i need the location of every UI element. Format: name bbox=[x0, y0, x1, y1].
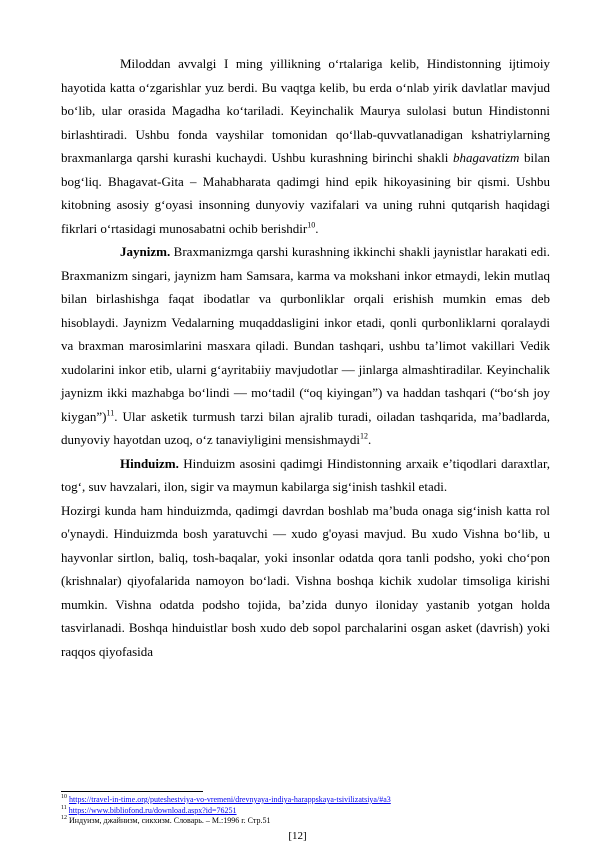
footnote-ref-12[interactable]: 12 bbox=[359, 431, 368, 441]
footnote-number: 10 bbox=[61, 794, 67, 801]
paragraph-text: bilan bog‘liq. Bhagavat-Gita – Mahabharata qadimgi hind epik hikoyasining bir qismi. Ushbu kitobning asosiy g‘oyasi insonning dunyoviy vazifalari va uning ruhni qutqarish haqidagi fikrlari o‘rtasidagi munosabatni ochib berishdir bbox=[61, 150, 551, 236]
footnote-link-bibliofond[interactable]: https://www.bibliofond.ru/download.aspx?id=76251 bbox=[68, 805, 237, 815]
footnote-ref-10[interactable]: 10 bbox=[307, 220, 316, 230]
paragraph-text: Hinduizm asosini qadimgi Hindistonning arxaik e’tiqodlari daraxtlar, tog‘, suv havzalari, ilon, sigir va maymun kabilarga sig‘inish tashkil etadi. bbox=[61, 455, 550, 494]
page-number: [12] bbox=[288, 830, 307, 842]
footnote-10 bbox=[61, 795, 550, 806]
footnote-11 bbox=[61, 806, 550, 817]
paragraph-text: Miloddan avvalgi I ming yillikning o‘rtalariga kelib, Hindistonning ijtimoiy hayotida katta o‘zgarishlar yuz berdi. Bu vaqtga kelib, bu erda o‘nlab yirik davlatlar mavjud bo‘lib, ular orasida Magadha ko‘tariladi. Keyinchalik Maurya sulolasi butun Hindistonni birlashtiradi. Ushbu fonda vayshilar tomonidan qo‘llab-quvvatlanadigan kshatriylarning braxmanlarga qarshi kurashi kuchaydi. Ushbu kurashning birinchi shakli bbox=[61, 56, 550, 165]
footnote-separator bbox=[61, 791, 203, 792]
paragraph-text: Hozirgi kunda ham hinduizmda, qadimgi davrdan boshlab ma’buda onaga sig‘inish katta rol o'ynaydi. Hinduizmda bosh yaratuvchi — xudo g'oyasi mavjud. Bu xudo Vishna bo‘lib, u hayvonlar sirtlon, baliq, tosh-baqalar, yoki insonlar odatda qora tanli podsho, yoki cho‘pon (krishnalar) qiyofalarida namoyon bo‘ladi. Vishna boshqa kichik xudolar timsoliga kirishi mumkin. Vishna odatda podsho tojida, ba’zida dunyo iloniday yastanib yotgan holda tasvirlanadi. Boshqa hinduistlar bosh xudo deb sopol parchalarini osgan asket (davrish) yoki raqqos qiyofasida bbox=[61, 502, 550, 659]
document-body bbox=[61, 52, 550, 663]
paragraph-bhagavatism bbox=[61, 52, 550, 240]
paragraph-hinduism bbox=[61, 452, 550, 499]
footnote-ref-11[interactable]: 11 bbox=[106, 408, 115, 418]
footnote-citation: Индуизм, джайнизм, сикхизм. Словарь. – М.:1996 г. Стр.51 bbox=[69, 816, 271, 825]
paragraph-hinduism-continued bbox=[61, 499, 550, 664]
footnote-number: 11 bbox=[61, 804, 67, 811]
footnote-link-travel-in-time[interactable]: https://travel-in-time.org/puteshestviya-vo-vremeni/drevnyaya-indiya-harappskaya-tsivilizatsiya/#a3 bbox=[69, 795, 391, 804]
paragraph-jainism bbox=[61, 240, 550, 452]
footnotes bbox=[61, 795, 550, 827]
punctuation: . bbox=[315, 220, 319, 236]
paragraph-text: . Ular asketik turmush tarzi bilan ajralib turadi, oiladan tashqarida, ma’badlarda, dunyoviy hayotdan uzoq, o‘z tanaviyligini mensishmaydi bbox=[61, 408, 550, 447]
punctuation: . bbox=[367, 432, 372, 447]
footnote-12 bbox=[61, 816, 550, 827]
paragraph-text: Braxmanizmga qarshi kurashning ikkinchi shakli jaynistlar harakati edi. Braxmanizm singari, jaynizm ham Samsara, karma va mokshani inkor etmaydi, lekin mutlaq bilan birlashishga faqat ibodatlar va qurbonliklar orqali erishish mumkin emas deb hisoblaydi. Jaynizm Vedalarning muqaddasligini inkor etadi, qonli qurbonliklarni qoralaydi va braxman marosimlarini masxara qiladi. Bundan tashqari, ushbu ta’limot vakillari Vedik xudolarini inkor etib, ularni g‘ayritabiiy mavjudotlar — jinlarga almashtiradilar. Keyinchalik jaynizm ikki mazhabga bo‘lindi — mo‘tadil (“oq kiyingan”) va haddan tashqari (“bo‘sh joy kiygan”) bbox=[61, 244, 550, 424]
heading-jainism: Jaynizm. bbox=[120, 244, 171, 259]
footnote-number: 12 bbox=[61, 815, 67, 822]
term-bhagavatism: bhagavatizm bbox=[452, 150, 520, 165]
heading-hinduism: Hinduizm. bbox=[120, 455, 179, 471]
